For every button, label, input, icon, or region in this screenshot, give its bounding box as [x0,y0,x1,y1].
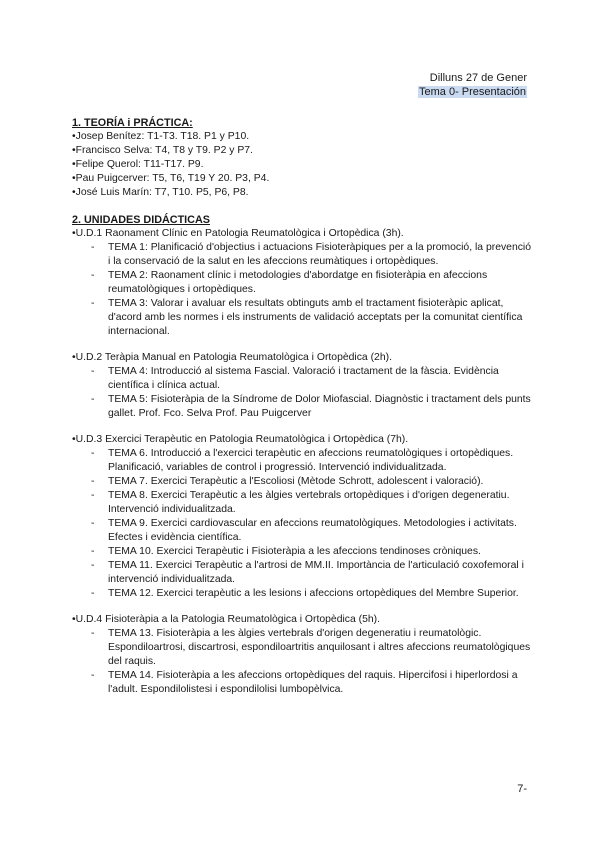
unit-title: • U.D.1 Raonament Clínic en Patologia Reumatològica i Ortopèdica (3h). [72,227,532,241]
topic-item: - TEMA 6. Introducció a l'exercici terapèutic en afeccions reumatològiques i ortopèdiques. Planificació, variables de control i progressió. Intervenció individualitzada. [91,448,514,473]
unit-3 [72,433,532,601]
section-title-unidades: 2. UNIDADES DIDÁCTICAS [72,214,210,226]
topic-list [72,241,532,339]
document-body [72,116,532,709]
topic-item: - TEMA 1: Planificació d'objectius i actuacions Fisioteràpiques per a la promoció, la prevenció i la conservació de la salut en les afeccions reumàtiques i ortopèdiques. [91,242,532,267]
topic-list [72,365,532,421]
topic-item: - TEMA 3: Valorar i avaluar els resultats obtinguts amb el tractament fisioteràpic aplicat, d'acord amb les normes i els instruments de validació acceptats per la comunitat científica internacional. [91,298,523,337]
header-subtitle-highlighted: Tema 0- Presentación [419,86,526,98]
topic-item: - TEMA 2: Raonament clínic i metodologies d'abordatge en fisioteràpia en afeccions reumatològiques i ortopèdiques. [91,270,488,295]
teacher-item: • Felipe Querol: T11-T17. P9. [72,158,532,172]
teacher-item: • Josep Benítez: T1-T3. T18. P1 y P10. [72,130,532,144]
teacher-list [72,130,532,200]
topic-item: - TEMA 7. Exercici Terapèutic a l'Escoliosi (Mètode Schrott, adolescent i valoració). [91,476,484,487]
teacher-item: • José Luis Marín: T7, T10. P5, P6, P8. [72,186,532,200]
unit-title: • U.D.4 Fisioteràpia a la Patologia Reumatològica i Ortopèdica (5h). [72,613,532,627]
teacher-item: • Pau Puigcerver: T5, T6, T19 Y 20. P3, P4. [72,172,532,186]
topic-item: - TEMA 9. Exercici cardiovascular en afeccions reumatològiques. Metodologies i activitats. Efectes i evidència científica. [91,518,517,543]
topic-item: - TEMA 12. Exercici terapèutic a les lesions i afeccions ortopèdiques del Membre Superior. [91,588,519,599]
unit-2 [72,351,532,421]
page-number: 7- [517,783,527,795]
teacher-item: • Francisco Selva: T4, T8 y T9. P2 y P7. [72,144,532,158]
topic-item: - TEMA 4: Introducció al sistema Fascial. Valoració i tractament de la fàscia. Evidència científica i clínica actual. [91,366,499,391]
unit-1 [72,227,532,339]
header-date: Dilluns 27 de Gener [429,72,527,84]
unit-4 [72,613,532,697]
topic-item: - TEMA 14. Fisioteràpia a les afeccions ortopèdiques del raquis. Hipercifosi i hiperlordosi a l'adult. Espondilolistesi i espondilolisi lumbopèlvica. [91,670,518,695]
topic-item: - TEMA 5: Fisioteràpia de la Síndrome de Dolor Miofascial. Diagnòstic i tractament dels punts gallet. Prof. Fco. Selva Prof. Pau Puigcerver [91,394,531,419]
topic-item: - TEMA 10. Exercici Terapèutic i Fisioteràpia a les afeccions tendinoses cròniques. [91,546,481,557]
topic-item: - TEMA 11. Exercici Terapèutic a l'artrosi de MM.II. Importància de l'articulació coxofemoral i intervenció individualitzada. [91,560,524,585]
topic-item: - TEMA 13. Fisioteràpia a les àlgies vertebrals d'origen degeneratiu i reumatològic. Espondiloartrosi, discartrosi, espondiloartritis anquilosant i altres afeccions reumatològiques del raquis. [91,628,531,667]
topic-item: - TEMA 8. Exercici Terapèutic a les àlgies vertebrals ortopèdiques i d'origen degeneratiu. Intervenció individualitzada. [91,490,510,515]
unit-title: • U.D.2 Teràpia Manual en Patologia Reumatològica i Ortopèdica (2h). [72,351,532,365]
topic-list [72,447,532,601]
topic-list [72,627,532,697]
section-title-teoria: 1. TEORÍA i PRÁCTICA: [72,117,193,129]
unit-title: • U.D.3 Exercici Terapèutic en Patologia Reumatològica i Ortopèdica (7h). [72,433,532,447]
